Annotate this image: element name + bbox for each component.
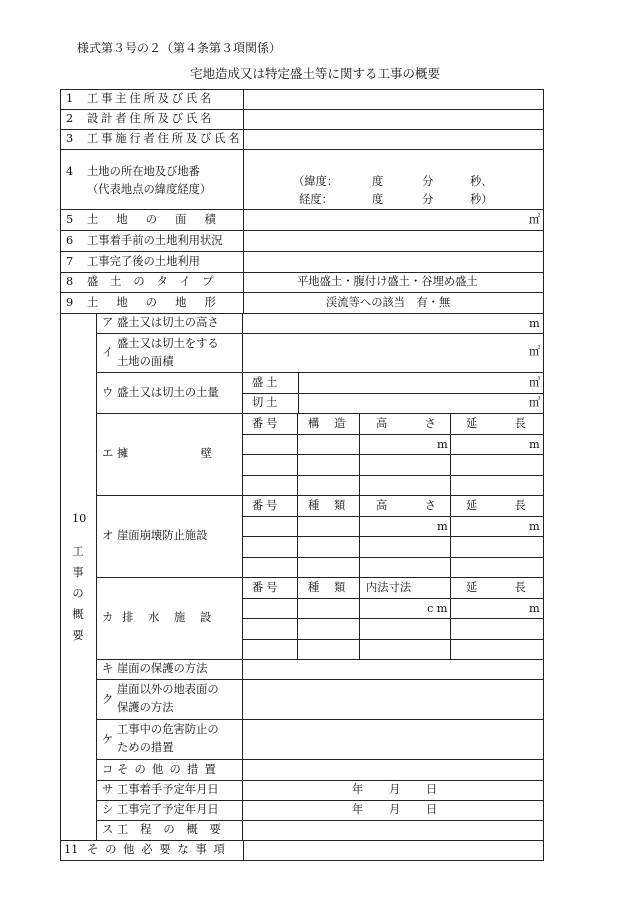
item-mark: コ: [102, 763, 114, 776]
longitude-prefix: 経度：: [299, 193, 333, 206]
rule: [60, 109, 544, 110]
area-unit: ㎡: [529, 213, 541, 226]
rule: [60, 860, 544, 861]
rule: [242, 639, 544, 640]
section-vertical-label: 工 事 の 概 要: [72, 545, 84, 642]
item-mark: ス: [102, 823, 114, 836]
row-number: 9: [66, 296, 74, 309]
schedule-summary-label: 工程の概要: [117, 823, 233, 836]
rule: [60, 251, 544, 252]
hazard-prevention-label-2: ための措置: [117, 741, 174, 754]
day-label: 日: [426, 803, 438, 816]
cliff-protection-label: 崖面の保護の方法: [117, 662, 208, 675]
earth-volume-label: 盛土又は切土の土量: [117, 386, 219, 399]
rule: [60, 272, 544, 273]
hazard-prevention-label-1: 工事中の危害防止の: [117, 723, 219, 736]
fill-type-label: 盛土のタイプ: [87, 275, 226, 288]
length-unit: m: [529, 438, 540, 451]
other-matters-label: その他必要な事項: [87, 843, 232, 856]
longitude-second: 秒）: [470, 193, 493, 206]
item-mark: ク: [102, 693, 114, 706]
rule: [96, 577, 544, 578]
rule: [297, 413, 298, 659]
rule: [96, 759, 544, 760]
row-number: 2: [66, 112, 74, 125]
item-mark: サ: [102, 783, 114, 796]
fill-area-label-2: 土地の面積: [117, 355, 174, 368]
row-number: 8: [66, 275, 74, 288]
item-mark: オ: [102, 529, 114, 542]
col-number: 番号: [252, 417, 281, 430]
rule: [242, 536, 544, 537]
col-number: 番号: [252, 581, 281, 594]
planned-start-label: 工事着手予定年月日: [117, 783, 219, 796]
fill-area-label-1: 盛土又は切土をする: [117, 337, 219, 350]
surface-protection-label-2: 保護の方法: [117, 701, 174, 714]
rule: [242, 516, 544, 517]
item-mark: ア: [102, 316, 114, 329]
col-number: 番号: [252, 499, 281, 512]
section-number: 10: [72, 512, 87, 525]
page-title: 宅地造成又は特定盛土等に関する工事の概要: [189, 66, 440, 81]
rule: [242, 475, 544, 476]
volume-unit: ㎥: [529, 396, 541, 409]
post-land-use-label: 工事完了後の土地利用: [87, 255, 200, 268]
cliff-collapse-prevention-label: 崖面崩壊防止施設: [117, 529, 208, 542]
item-mark: ウ: [102, 386, 114, 399]
day-label: 日: [426, 783, 438, 796]
col-height: 高さ: [376, 417, 474, 430]
rule: [243, 89, 244, 313]
row-number: 6: [66, 234, 74, 247]
rule: [96, 413, 544, 414]
contractor-name-label: 工事施行者住所及び氏名: [87, 132, 243, 145]
rule: [96, 820, 544, 821]
rule: [543, 89, 544, 861]
fill-type-options: 平地盛土・腹付け盛土・谷埋め盛土: [297, 275, 478, 288]
latitude-prefix: （緯度：: [293, 175, 339, 188]
rule: [242, 313, 243, 840]
rule: [96, 679, 544, 680]
terrain-label: 土地の地形: [87, 296, 234, 309]
rule: [96, 333, 544, 334]
designer-name-label: 設計者住所及び氏名: [87, 112, 215, 125]
latitude-minute: 分: [422, 175, 434, 188]
col-height: 高さ: [376, 499, 474, 512]
rule: [60, 840, 544, 841]
rule: [96, 495, 544, 496]
height-unit: m: [437, 520, 448, 533]
rule: [96, 800, 544, 801]
land-area-label: 土地の面積: [87, 213, 234, 226]
stream-applicability: 渓流等への該当 有・無: [326, 296, 451, 309]
month-label: 月: [389, 783, 401, 796]
owner-name-label: 工事主住所及び氏名: [87, 92, 215, 105]
row-number: 3: [66, 132, 74, 145]
length-unit: m: [529, 602, 540, 615]
rule: [96, 780, 544, 781]
area-unit: ㎡: [529, 345, 541, 358]
volume-unit: ㎥: [529, 376, 541, 389]
longitude-minute: 分: [422, 193, 434, 206]
fill-height-label: 盛土又は切土の高さ: [117, 316, 219, 329]
rule: [60, 149, 544, 150]
cut-volume-label: 切土: [252, 396, 281, 409]
rule: [242, 598, 544, 599]
row-number: 7: [66, 255, 74, 268]
year-label: 年: [352, 783, 364, 796]
planned-completion-label: 工事完了予定年月日: [117, 803, 219, 816]
item-mark: シ: [102, 803, 114, 816]
row-number: 11: [64, 843, 79, 856]
latitude-degree: 度: [372, 175, 384, 188]
surface-protection-label-1: 崖面以外の地表面の: [117, 683, 219, 696]
rule: [60, 230, 544, 231]
rule: [359, 413, 360, 659]
row-number: 4: [66, 165, 74, 178]
rule: [60, 89, 61, 861]
col-type: 種類: [308, 499, 360, 512]
col-type: 種類: [308, 581, 360, 594]
item-mark: カ: [102, 611, 114, 624]
rule: [450, 413, 451, 659]
longitude-degree: 度: [372, 193, 384, 206]
rule: [242, 434, 544, 435]
rule: [60, 89, 544, 90]
rule: [96, 659, 544, 660]
rule: [242, 557, 544, 558]
rule: [298, 372, 299, 413]
drainage-facility-label: 排水施設: [122, 611, 226, 624]
col-length: 延長: [466, 581, 564, 594]
col-structure: 構造: [308, 417, 360, 430]
col-inner-size: 内法寸法: [366, 581, 412, 594]
height-unit: m: [529, 317, 540, 330]
location-label: 土地の所在地及び地番: [87, 165, 200, 178]
rule: [60, 129, 544, 130]
rule: [60, 313, 544, 314]
rule: [242, 618, 544, 619]
rule: [96, 372, 544, 373]
row-number: 1: [66, 92, 74, 105]
row-number: 5: [66, 213, 74, 226]
rule: [96, 313, 97, 840]
coordinates-label: （代表地点の緯度経度）: [87, 183, 212, 196]
rule: [243, 840, 244, 860]
form-number: 様式第３号の２（第４条第３項関係）: [77, 41, 282, 55]
length-unit: m: [529, 520, 540, 533]
item-mark: ケ: [102, 733, 114, 746]
latitude-second: 秒、: [470, 175, 493, 188]
item-mark: エ: [102, 447, 114, 460]
retaining-wall-label: 擁壁: [117, 447, 285, 460]
rule: [96, 719, 544, 720]
rule: [242, 454, 544, 455]
month-label: 月: [389, 803, 401, 816]
rule: [60, 209, 544, 210]
summary-form-table: [60, 89, 564, 861]
prior-land-use-label: 工事着手前の土地利用状況: [87, 234, 223, 247]
col-length: 延長: [466, 499, 564, 512]
rule: [60, 292, 544, 293]
year-label: 年: [352, 803, 364, 816]
item-mark: イ: [102, 346, 114, 359]
size-unit: cm: [427, 602, 451, 615]
fill-volume-label: 盛土: [252, 376, 281, 389]
other-measures-label: その他の措置: [117, 763, 223, 776]
rule: [242, 393, 544, 394]
height-unit: m: [437, 438, 448, 451]
item-mark: キ: [102, 662, 114, 675]
col-length: 延長: [466, 417, 564, 430]
